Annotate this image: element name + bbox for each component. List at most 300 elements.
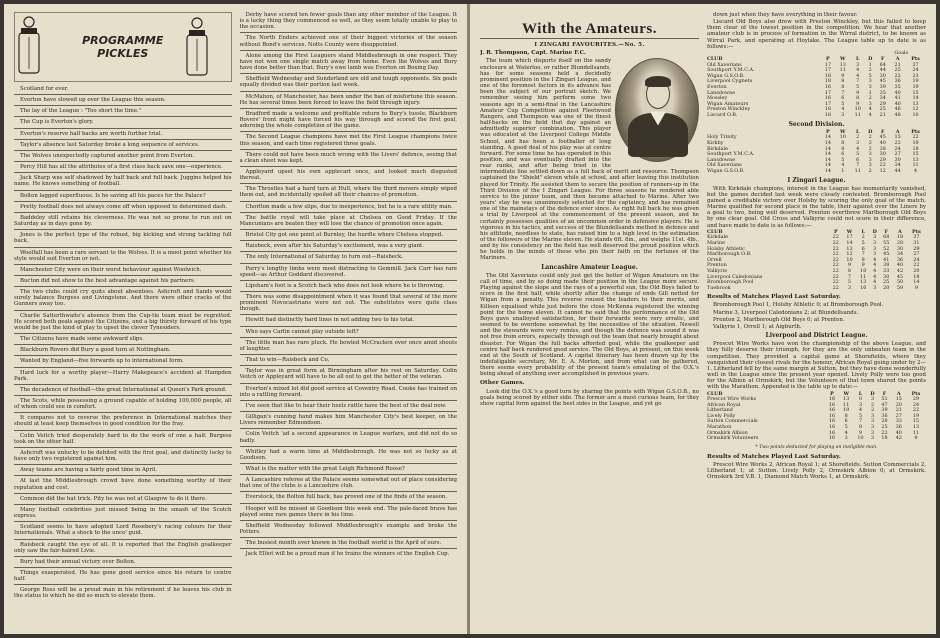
- stat-cell: 55: [883, 239, 890, 246]
- stat-cell: 15: [912, 89, 919, 96]
- stat-cell: 1: [868, 61, 872, 68]
- stat-cell: 6: [844, 418, 848, 425]
- divider: [14, 247, 232, 248]
- stat-cell: 15: [895, 396, 902, 403]
- stat-cell: 9: [914, 284, 918, 291]
- paragraph: Bristol City got one point at Burnley, the hurdle where Chelsea stopped.: [245, 232, 444, 239]
- stat-cell: 3: [847, 284, 852, 291]
- divider: [240, 263, 458, 264]
- paragraph: Sheffield Wednesday and Sunderland are old and tough opponents. Six goals equally divided was their portion last week.: [239, 76, 457, 89]
- paragraph: At last the Middlesbrough crowd have done something worthy of their reputation and cost.: [14, 478, 232, 491]
- stat-cell: 4: [858, 407, 863, 414]
- stat-cell: 17: [824, 89, 831, 96]
- stat-cell: 5: [856, 151, 860, 158]
- club-name: Sutton Commercials: [707, 418, 758, 425]
- stat-cell: 5: [847, 279, 852, 286]
- stat-cell: 34: [896, 251, 904, 258]
- stat-cell: 7: [841, 89, 845, 96]
- club-name: Liscard O.B.: [707, 112, 738, 119]
- stat-cell: 3: [873, 284, 877, 291]
- stat-cell: 3: [873, 234, 877, 241]
- divider: [240, 383, 458, 384]
- results-list: [707, 302, 926, 330]
- stat-cell: 16: [828, 412, 836, 419]
- stat-cell: 12: [846, 251, 853, 258]
- club-name: Marlborough O.B.: [707, 251, 752, 258]
- club-name: Lansdowne: [707, 89, 736, 96]
- stat-cell: 25: [879, 106, 886, 113]
- stat-cell: 44: [879, 67, 886, 74]
- stat-cell: 16: [828, 424, 836, 431]
- paragraph: Hooper will be missed at Goodison this week end. The pale-faced brave has played some rare games there in his time.: [239, 505, 457, 518]
- divider: [14, 201, 232, 202]
- stat-cell: 2: [870, 407, 875, 414]
- stat-cell: 3: [868, 84, 872, 91]
- club-name: Ormskirk Volunteers: [707, 435, 759, 442]
- stat-cell: 13: [912, 100, 919, 107]
- stat-cell: 16: [824, 84, 831, 91]
- paragraph: Things exasperated. He has gone good service since his return to centre half.: [14, 569, 232, 583]
- stat-cell: 22: [832, 267, 839, 274]
- paragraph: Marine 3, Liverpool Caledonians 2; at Blundellsands.: [713, 309, 859, 316]
- stat-cell: 16: [824, 95, 831, 102]
- paragraph: Jack Elliot will be a proud man if he trains the winners of the English Cup.: [245, 551, 450, 558]
- stat-cell: 16: [828, 429, 836, 436]
- stat-cell: 5: [856, 84, 860, 91]
- right-page: [470, 4, 936, 634]
- stat-cell: 40: [894, 100, 901, 107]
- stat-cell: 3: [868, 156, 872, 163]
- club-name: Valkyrie: [707, 267, 728, 274]
- second-division-table: [707, 130, 926, 175]
- paragraph: Percy Hill has all the attributes of a first class back save one—experience.: [20, 164, 223, 171]
- divider: [14, 384, 232, 385]
- pickles-paragraphs-1: [14, 86, 232, 600]
- stat-cell: 45: [883, 251, 890, 258]
- table-row: [707, 113, 926, 119]
- column-header: W: [843, 390, 849, 397]
- paragraph: Scotland seems to have adopted Lord Rosebery's racing colours for their Internationals. What a shock to the unco' guid.: [14, 524, 232, 537]
- divider: [240, 411, 458, 412]
- stat-cell: 7: [856, 162, 860, 169]
- stat-cell: 22: [881, 429, 888, 436]
- stat-cell: 6: [841, 95, 845, 102]
- column-header: Pts: [911, 128, 920, 135]
- divider: [240, 337, 458, 338]
- stat-cell: 22: [894, 139, 901, 146]
- stat-cell: 8: [841, 139, 845, 146]
- divider: [240, 183, 458, 184]
- programme-pickles-logo: [14, 12, 232, 82]
- stat-cell: 59: [896, 284, 904, 291]
- column-header: F: [881, 56, 885, 63]
- logo-title: [82, 34, 163, 60]
- stat-cell: 3: [870, 429, 875, 436]
- club-name: Old Xaverians: [707, 61, 742, 68]
- club-name: Everton: [707, 84, 727, 91]
- stat-cell: 1: [841, 167, 845, 174]
- divider: [240, 251, 458, 252]
- divider: [14, 310, 232, 311]
- stat-cell: 4: [914, 167, 918, 174]
- stat-cell: 4: [868, 112, 872, 119]
- divider: [240, 428, 458, 429]
- paragraph: Charlie Satterthwaite's absence from the Cup-tie team must be regretted. He scored both goals against the Citizens, and a big thirsty forward of his type would be just the kind of play to upset the clever Tynesiders.: [14, 312, 232, 331]
- paragraph: The Scots, while possessing a ground capable of holding 100,000 people, all of whom could see in comfort.: [14, 398, 232, 411]
- stat-cell: 27: [913, 251, 920, 258]
- results2-list: [707, 462, 926, 480]
- stat-cell: 50: [896, 279, 904, 286]
- liverpool-district-heading: Liverpool and District League.: [765, 332, 868, 340]
- paragraph: That to win—Raisbeck and Co.: [245, 357, 330, 364]
- paragraph: Woolfall has been a rare servant to the Wolves. It is a moot point whether his style would suit Everton or not.: [14, 249, 232, 262]
- divider: [240, 537, 458, 538]
- club-name: Liverpool Caledonians: [707, 273, 763, 280]
- divider: [14, 464, 232, 465]
- stat-cell: 13: [843, 396, 850, 403]
- stat-cell: 48: [894, 112, 901, 119]
- stat-cell: 8: [861, 256, 865, 263]
- stat-cell: 28: [896, 239, 904, 246]
- left-page: [4, 4, 470, 634]
- column-header: W: [840, 56, 846, 63]
- divider: [14, 275, 232, 276]
- stat-cell: 14: [824, 162, 831, 169]
- stat-cell: 22: [912, 134, 919, 141]
- paragraph: The decadence of football—the great International at Queen's Park ground.: [20, 386, 227, 393]
- stat-cell: 8: [858, 424, 863, 431]
- stat-cell: 22: [832, 279, 839, 286]
- stat-cell: 22: [879, 162, 886, 169]
- divider: [14, 556, 232, 557]
- club-name: Mossley: [707, 95, 728, 102]
- stat-cell: 44: [894, 167, 901, 174]
- paragraph: Ashcroft was unlucky to be debited with the first goal, and distinctly lucky to have only two registered against him.: [14, 449, 232, 463]
- paragraph: Appleyard upset his own applecart once, and looked much disgusted thereat.: [239, 168, 457, 182]
- stat-cell: 47: [881, 401, 888, 408]
- paragraph: Manchester City were on their worst behaviour against Woolwich.: [20, 266, 202, 273]
- divider: [14, 161, 232, 162]
- stat-cell: 3: [841, 112, 845, 119]
- stat-cell: 0: [858, 396, 863, 403]
- stat-cell: 20: [895, 401, 902, 408]
- paragraph: Prescot Wire Works 2, African Royal 1; at Shorefields. Sutton Commercials 2, Litherland 1; at Sutton. Lively Polly 2, Ormskirk Albion 0; at Ormskirk. Ormskirk 3rd V.B. 1, Diamond Match Works 1, at Ormskirk.: [707, 462, 926, 481]
- stat-cell: 2: [861, 234, 865, 241]
- stat-cell: 11: [912, 162, 919, 169]
- column-header: CLUB: [707, 228, 723, 235]
- stat-cell: 23: [912, 72, 919, 79]
- stat-cell: 5: [844, 424, 848, 431]
- paragraph: A Lancashire referee at the Palace seems somewhat out of place considering that one of the clubs is a Lancashire club.: [239, 477, 457, 490]
- club-name: Birkdale: [707, 145, 728, 152]
- column-header: L: [855, 56, 860, 63]
- first-division-table: [707, 57, 926, 119]
- stat-cell: 3: [856, 61, 860, 68]
- column-header: L: [861, 228, 865, 235]
- paragraph: Colin Veitch 'ad a second appearance in League warfare, and did not do so badly.: [239, 431, 457, 444]
- stat-cell: 4: [873, 262, 877, 269]
- divider: [240, 365, 458, 366]
- second-division-heading: Second Division.: [788, 120, 845, 128]
- stat-cell: 3: [858, 401, 863, 408]
- divider: [240, 326, 458, 327]
- stat-cell: 3: [856, 139, 860, 146]
- stat-cell: 35: [879, 89, 886, 96]
- divider: [240, 212, 458, 213]
- stat-cell: 8: [841, 78, 845, 85]
- divider: [240, 354, 458, 355]
- divider: [14, 128, 232, 129]
- stat-cell: 10: [857, 435, 864, 442]
- paragraph: Bradford made a welcome and profitable return to Bury's tussle. Blackburn Rovers' front might have forced his way through and scored the first goal, adorning the whole completion of the game.: [239, 110, 457, 130]
- other-games-article: [480, 389, 699, 407]
- amateur-intro: [707, 12, 926, 50]
- club-name: Old Xaverians: [707, 162, 742, 169]
- divider: [14, 229, 232, 230]
- stat-cell: 16: [828, 418, 836, 425]
- column-header: CLUB: [707, 56, 723, 63]
- stat-cell: 19: [912, 139, 919, 146]
- stat-cell: 64: [879, 61, 886, 68]
- stat-cell: 35: [894, 84, 901, 91]
- stat-cell: 19: [912, 412, 920, 419]
- stat-cell: 38: [883, 262, 890, 269]
- stat-cell: 18: [912, 145, 919, 152]
- paragraph: The Old Xaverians could only just get the better of Wigan Amateurs on the call of time, and by so doing made their position in the League more secure. Playing against the slope and the rays of a powerful sun, the Old Boys failed to score in the first half, while shortly after the change of ends Gill netted for Wigan from a penalty. This reverse roused the leaders to their merits, and Killeen equalised while just before the close McKenna registered the winning point for the home eleven. It cannot be said that the performance of the Old Boys gave unalloyed satisfaction, for their forwards were very erratic, and seemed to be overdone somewhat by the necessities of the situation. Newell and the stewards were very remiss, and though the defence was sound it was not free from errors, especially through out the team that nearly brought about disaster. For Wigan the full backs afforded goal, while the goalkeeper and centre half back rendered good service. The Old Boys, at present, on this week end at the South of Scotland. A capital itinerary has been drawn up by the indefatigable secretary, Mr. E. A. Morton, and from what can be gathered, there seems every probability of the present team's emulating of the O.X.'s being ahead of anything ever accomplished in previous years.: [480, 272, 699, 378]
- right-column-1: [480, 12, 699, 626]
- stat-cell: 18: [824, 78, 831, 85]
- paragraph: The Wolves unexpectedly captured another point from Everton.: [20, 152, 195, 159]
- stat-cell: 29: [879, 100, 886, 107]
- stat-cell: 5: [841, 100, 845, 107]
- column-header: L: [855, 128, 860, 135]
- club-name: Wigan G.S.O.B.: [707, 167, 745, 174]
- stat-cell: 45: [879, 78, 886, 85]
- stat-cell: 40: [895, 429, 902, 436]
- logo-line-1: PROGRAMME: [82, 34, 164, 47]
- paragraph: The two clubs could cry quits about absentees. Ashcroft and Sands would surely balance Burgess and Livingstone. And there were other cracks of the Gunners away too.: [14, 289, 232, 308]
- stat-cell: 6: [841, 151, 845, 158]
- stat-cell: 2: [870, 401, 875, 408]
- stat-cell: 25: [883, 279, 890, 286]
- paragraph: Taylor was in great form at Birmingham after his rest on Saturday. Colin Veitch or Appleyard will have to be all out to get the better of the veteran.: [239, 368, 457, 381]
- paragraph: Taylor's absence last Saturday broke a long sequence of services.: [20, 141, 200, 148]
- club-name: Prenton: [707, 262, 727, 269]
- favourites-subhead: I ZINGARI FAVOURITES.—No. 5.: [534, 42, 645, 49]
- divider: [14, 412, 232, 413]
- stat-cell: 3: [868, 151, 872, 158]
- column-header: Pts: [911, 56, 920, 63]
- divider: [240, 280, 458, 281]
- stat-cell: 28: [881, 418, 888, 425]
- liverpool-district-article: [707, 341, 926, 390]
- stat-cell: 4: [873, 256, 877, 263]
- paragraph: Jack Sharp was self shadowed by half back and full back. Juggins helped his name. He knows something of football.: [14, 175, 232, 188]
- stat-cell: 36: [881, 412, 888, 419]
- divider: [14, 116, 232, 117]
- stat-cell: 29: [912, 396, 920, 403]
- stat-cell: 36: [894, 78, 901, 85]
- stat-cell: 14: [846, 239, 853, 246]
- stat-cell: 5: [861, 239, 865, 246]
- divider: [14, 567, 232, 568]
- stat-cell: 11: [854, 167, 861, 174]
- club-name: Holy Trinity: [707, 134, 737, 141]
- club-name: Lively Polly: [707, 412, 736, 419]
- stat-cell: 12: [912, 106, 919, 113]
- stat-cell: 33: [895, 418, 902, 425]
- paragraph: Bolton lagged superfluous. Is he saving all his paces for the Palace?: [20, 192, 206, 199]
- column-header: P: [826, 56, 830, 63]
- stat-cell: 12: [879, 167, 886, 174]
- club-name: Southport Y.M.C.A.: [707, 67, 755, 74]
- stat-cell: 11: [843, 401, 850, 408]
- stat-cell: 10: [846, 256, 853, 263]
- stat-cell: 10: [839, 134, 846, 141]
- stat-cell: 9: [858, 429, 863, 436]
- table-footnote: * Two points deducted for playing an ineligible man.: [755, 444, 878, 450]
- stat-cell: 13: [860, 279, 867, 286]
- stat-cell: 2: [868, 145, 872, 152]
- divider: [14, 584, 232, 585]
- paragraph: Hard luck for a worthy player—Harry Makepeace's accident at Hampden Park.: [14, 369, 232, 382]
- divider: [240, 240, 458, 241]
- stat-cell: 13: [839, 61, 846, 68]
- stat-cell: 16: [828, 407, 836, 414]
- paragraph: Many football celebrities just missed being in the smash of the Scotch express.: [14, 506, 232, 520]
- column-header: Pts: [911, 390, 921, 397]
- stat-cell: 8: [844, 412, 848, 419]
- divider: [14, 355, 232, 356]
- paragraph: Common did the hat trick. Pity he was not at Glasgow to do it there.: [20, 495, 207, 502]
- divider: [240, 166, 458, 167]
- stat-cell: 11: [854, 112, 861, 119]
- divider: [240, 446, 458, 447]
- stat-cell: 30: [879, 72, 886, 79]
- stat-cell: 14: [913, 279, 920, 286]
- table-row: [707, 169, 926, 175]
- paragraph: With Kirkdale champions, interest in the League has momentarily vanished, but the games decided last week were closely contested. Bromborough Pool gained a creditable victory over Holsby by scoring the only goal of the match. Marine qualified for second place in the table, their against over the Liners by a goal to two, being well deserved. Prenton overthrew Marlborough Old Boys by one clear goal. Old Cross and Valkyrie could not score in their difference, and have made to date is as follows:—: [707, 185, 926, 229]
- divider: [14, 150, 232, 151]
- lancashire-article: [480, 273, 699, 378]
- stat-cell: 19: [912, 78, 919, 85]
- stat-cell: 9: [861, 262, 865, 269]
- paragraph: The battle royal will take place at Chelsea on Good Friday. If the Mancunians are beaten they will lose the chance of promotion once again.: [239, 214, 457, 227]
- paragraph: Everton have slowed up over the League this season.: [20, 97, 166, 104]
- stat-cell: 2: [868, 95, 872, 102]
- stat-cell: 3: [868, 162, 872, 169]
- divider: [14, 94, 232, 95]
- paragraph: Lipsham's foot is a Scotch back who does not look where he is throwing.: [245, 282, 445, 289]
- logo-line-2: PICKLES: [97, 47, 149, 60]
- stat-cell: 2: [868, 67, 872, 74]
- stat-cell: 22: [913, 262, 920, 269]
- stat-cell: 36: [895, 424, 902, 431]
- stat-cell: 3: [868, 78, 872, 85]
- stat-cell: 22: [832, 273, 839, 280]
- divider: [14, 367, 232, 368]
- stat-cell: 37: [913, 234, 920, 241]
- stat-cell: 25: [894, 67, 901, 74]
- stat-cell: 4: [873, 273, 877, 280]
- divider: [240, 149, 458, 150]
- stat-cell: 22: [832, 245, 839, 252]
- paragraph: Derby have scored ten fewer goals than any other member of the League. It is a lucky thing they commenced so well, as they seem totally unable to play to the occasion.: [239, 12, 457, 31]
- stat-cell: 10: [860, 267, 867, 274]
- divider: [240, 548, 458, 549]
- column-header: Pts: [912, 228, 921, 235]
- paragraph: Whitley had a warm time at Middlesbrough. He was not so lucky as at Goodison.: [239, 448, 457, 461]
- stat-cell: 9: [841, 72, 845, 79]
- club-name: Preston Winckley: [707, 106, 751, 113]
- stat-cell: 17: [824, 100, 831, 107]
- divider: [240, 91, 458, 92]
- column-header: F: [882, 390, 887, 397]
- paragraph: The North Enders achieved one of their biggest victories of the season without Bond's services. Notts County were disappointed.: [239, 35, 457, 48]
- stat-cell: 30: [896, 245, 904, 252]
- stat-cell: 24: [894, 145, 901, 152]
- stat-cell: 4: [844, 429, 848, 436]
- column-header: D: [868, 128, 873, 135]
- right-column-2: [707, 12, 926, 626]
- divider: [240, 229, 458, 230]
- paragraph: Liscard Old Boys also drew with Preston Winckley, but this failed to keep them clear of the lowest position in the competition. We hear that another amateur club is in process of formation in the Wirral district, to be known as Wirral Park, and operating at Hoylake. The League table up to date is as follows:—: [707, 19, 926, 50]
- paragraph: There was some disappointment when it was found that several of the more prominent Novocastrians were not out. The substitutes were quite class though.: [239, 294, 457, 313]
- stat-cell: 68: [883, 234, 890, 241]
- stat-cell: 22: [832, 234, 839, 241]
- stat-cell: 1: [868, 89, 872, 96]
- stat-cell: 2: [868, 167, 872, 174]
- stat-cell: 4: [856, 67, 860, 74]
- stat-cell: 42: [896, 267, 904, 274]
- stat-cell: 30: [894, 156, 901, 163]
- divider: [14, 493, 232, 494]
- stat-cell: 25: [881, 424, 888, 431]
- club-name: Ormskirk Albion: [707, 429, 748, 436]
- stat-cell: 3: [868, 139, 872, 146]
- paragraph: Bromborough Pool 1, Holsby Athletic 0; at Bromborough Pool.: [713, 302, 884, 309]
- stat-cell: 4: [841, 106, 845, 113]
- paragraph: The Cup is Everton's glory.: [20, 119, 94, 126]
- club-name: Tuebrook: [707, 284, 731, 291]
- stat-cell: 19: [912, 84, 919, 91]
- stat-cell: 15: [894, 134, 901, 141]
- stat-cell: 33: [883, 267, 890, 274]
- column-header: A: [895, 128, 900, 135]
- stat-cell: 11: [860, 273, 867, 280]
- divider: [240, 50, 458, 51]
- stat-cell: 4: [856, 145, 860, 152]
- stat-cell: 27: [894, 151, 901, 158]
- paragraph: Away teams are having a fairly good time in April.: [20, 467, 158, 474]
- liverpool-district-table: [707, 392, 926, 442]
- divider: [14, 333, 232, 334]
- divider: [240, 131, 458, 132]
- paragraph: Jones is the perfect type of the robust, big kicking and strong tackling full back.: [14, 232, 232, 245]
- stat-cell: 3: [873, 245, 877, 252]
- stat-cell: 8: [841, 145, 845, 152]
- stat-cell: 3: [873, 239, 877, 246]
- stat-cell: 52: [883, 245, 890, 252]
- stat-cell: 29: [879, 156, 886, 163]
- column-header: P: [826, 128, 830, 135]
- paragraph: Raisbeck, even after his Saturday's excitement, was a very giant.: [245, 243, 424, 250]
- divider: [240, 314, 458, 315]
- left-column-2: [240, 12, 458, 626]
- stat-cell: 3: [870, 418, 875, 425]
- paragraph: Gilligan's cunning hand makes him Manchester City's best keeper, on the Livers remember Edmondson.: [239, 414, 457, 427]
- stat-cell: 5: [868, 72, 872, 79]
